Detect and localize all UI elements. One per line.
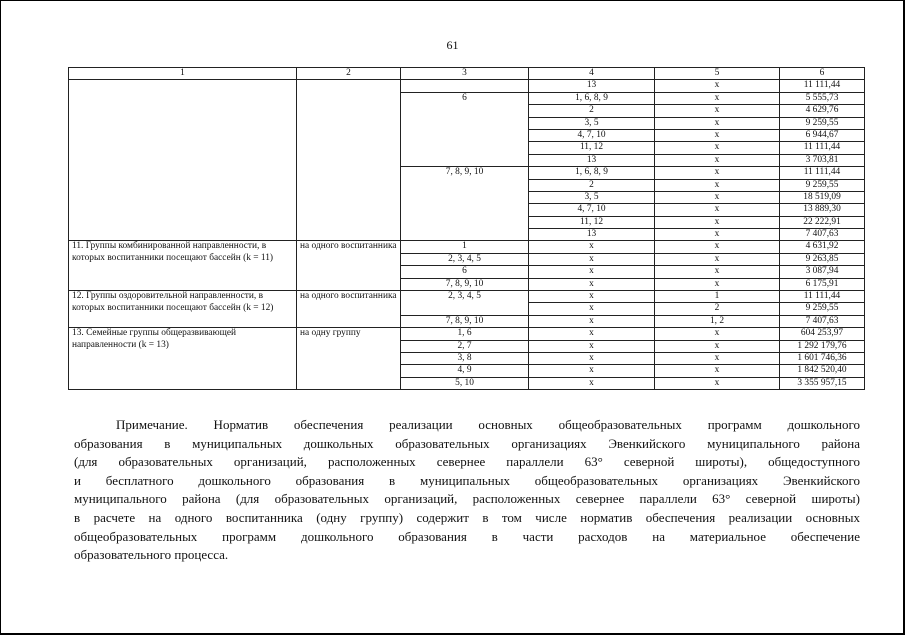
unit-cell: на одну группу bbox=[297, 328, 401, 390]
cell-value: 3, 5 bbox=[529, 191, 655, 203]
norm-value: 11 111,44 bbox=[780, 142, 865, 154]
cell-value: х bbox=[529, 291, 655, 303]
age-group-cell: 7, 8, 9, 10 bbox=[401, 278, 529, 290]
table-row bbox=[69, 241, 865, 253]
table-row bbox=[69, 80, 865, 92]
cell-value: х bbox=[655, 328, 780, 340]
norm-value: 3 087,94 bbox=[780, 266, 865, 278]
cell-value: х bbox=[655, 377, 780, 389]
age-group-cell: 3, 8 bbox=[401, 352, 529, 364]
cell-value: х bbox=[529, 303, 655, 315]
cell-value: 2 bbox=[655, 303, 780, 315]
column-header: 5 bbox=[655, 68, 780, 80]
norm-value: 1 842 520,40 bbox=[780, 365, 865, 377]
group-name-cell: 11. Группы комбинированной направленности, в которых воспитанники посещают бассейн (k = 11) bbox=[69, 241, 297, 291]
age-group-cell: 2, 3, 4, 5 bbox=[401, 253, 529, 265]
note-line: муниципального района (для образовательных организаций, расположенных севернее параллели 63° северной широты) bbox=[74, 491, 860, 507]
norm-value: 22 222,91 bbox=[780, 216, 865, 228]
norm-value: 1 601 746,36 bbox=[780, 352, 865, 364]
cell-value: х bbox=[529, 253, 655, 265]
norm-value: 7 407,63 bbox=[780, 229, 865, 241]
cell-value: 11, 12 bbox=[529, 142, 655, 154]
column-header: 6 bbox=[780, 68, 865, 80]
age-group-cell: 4, 9 bbox=[401, 365, 529, 377]
cell-value: х bbox=[529, 377, 655, 389]
column-header: 1 bbox=[69, 68, 297, 80]
cell-value: х bbox=[529, 340, 655, 352]
age-group-cell: 2, 3, 4, 5 bbox=[401, 291, 529, 316]
cell-value: х bbox=[529, 328, 655, 340]
scan-border-left bbox=[0, 0, 1, 635]
note-line: образования в муниципальных дошкольных образовательных организациях Эвенкийского муниципального района bbox=[74, 435, 860, 451]
norm-value: 18 519,09 bbox=[780, 191, 865, 203]
age-group-cell: 6 bbox=[401, 266, 529, 278]
cell-value: х bbox=[529, 241, 655, 253]
norm-value: 9 259,55 bbox=[780, 179, 865, 191]
cell-value: 13 bbox=[529, 229, 655, 241]
norm-value: 9 263,85 bbox=[780, 253, 865, 265]
cell-value: х bbox=[655, 105, 780, 117]
cell-value: 1 bbox=[655, 291, 780, 303]
column-header: 2 bbox=[297, 68, 401, 80]
cell-value: х bbox=[655, 191, 780, 203]
table-row bbox=[69, 68, 865, 80]
note-paragraph bbox=[74, 416, 860, 565]
cell-value: х bbox=[655, 167, 780, 179]
age-group-cell bbox=[401, 80, 529, 92]
note-line: (для образовательных организаций, расположенных севернее параллели 63° северной широты), общедоступного bbox=[74, 454, 860, 470]
age-group-cell: 5, 10 bbox=[401, 377, 529, 389]
group-name-cell bbox=[69, 80, 297, 241]
norm-value: 6 175,91 bbox=[780, 278, 865, 290]
cell-value: х bbox=[655, 241, 780, 253]
note-line: в расчете на одного воспитанника (одну группу) содержит в том числе норматив обеспечения реализации основных bbox=[74, 509, 860, 525]
norm-value: 6 944,67 bbox=[780, 129, 865, 141]
norm-value: 4 631,92 bbox=[780, 241, 865, 253]
cell-value: 4, 7, 10 bbox=[529, 204, 655, 216]
cell-value: х bbox=[655, 129, 780, 141]
cell-value: х bbox=[655, 117, 780, 129]
group-name-cell: 13. Семейные группы общеразвивающей направленности (k = 13) bbox=[69, 328, 297, 390]
table-row bbox=[69, 291, 865, 303]
cell-value: 11, 12 bbox=[529, 216, 655, 228]
age-group-cell: 6 bbox=[401, 92, 529, 166]
cell-value: 2 bbox=[529, 179, 655, 191]
norm-value: 11 111,44 bbox=[780, 80, 865, 92]
cell-value: 1, 2 bbox=[655, 315, 780, 327]
norm-value: 5 555,73 bbox=[780, 92, 865, 104]
cell-value: 1, 6, 8, 9 bbox=[529, 167, 655, 179]
note-line: общеобразовательных программ дошкольного образования в части расходов на материальное обеспечение bbox=[74, 528, 860, 544]
cell-value: х bbox=[655, 266, 780, 278]
norm-value: 11 111,44 bbox=[780, 291, 865, 303]
norm-value: 604 253,97 bbox=[780, 328, 865, 340]
cell-value: х bbox=[529, 315, 655, 327]
column-header: 3 bbox=[401, 68, 529, 80]
cell-value: х bbox=[529, 278, 655, 290]
age-group-cell: 1, 6 bbox=[401, 328, 529, 340]
norm-value: 3 355 957,15 bbox=[780, 377, 865, 389]
cell-value: 2 bbox=[529, 105, 655, 117]
norm-value: 13 889,30 bbox=[780, 204, 865, 216]
cell-value: 13 bbox=[529, 80, 655, 92]
norm-value: 3 703,81 bbox=[780, 154, 865, 166]
norm-value: 1 292 179,76 bbox=[780, 340, 865, 352]
norms-table bbox=[68, 67, 865, 390]
unit-cell: на одного воспитанника bbox=[297, 291, 401, 328]
cell-value: 4, 7, 10 bbox=[529, 129, 655, 141]
cell-value: х bbox=[655, 278, 780, 290]
norm-value: 9 259,55 bbox=[780, 117, 865, 129]
cell-value: х bbox=[655, 154, 780, 166]
note-line: Примечание. Норматив обеспечения реализации основных общеобразовательных программ дошкольного bbox=[116, 417, 860, 432]
cell-value: х bbox=[655, 179, 780, 191]
cell-value: х bbox=[655, 365, 780, 377]
note-line: и бесплатного дошкольного образования в муниципальных общеобразовательных организациях Эвенкийского bbox=[74, 472, 860, 488]
cell-value: 3, 5 bbox=[529, 117, 655, 129]
unit-cell: на одного воспитанника bbox=[297, 241, 401, 291]
cell-value: х bbox=[529, 352, 655, 364]
cell-value: 1, 6, 8, 9 bbox=[529, 92, 655, 104]
cell-value: х bbox=[655, 253, 780, 265]
cell-value: 13 bbox=[529, 154, 655, 166]
group-name-cell: 12. Группы оздоровительной направленности, в которых воспитанники посещают бассейн (k = 12) bbox=[69, 291, 297, 328]
cell-value: х bbox=[655, 80, 780, 92]
norm-value: 11 111,44 bbox=[780, 167, 865, 179]
cell-value: х bbox=[655, 340, 780, 352]
scan-border-top bbox=[0, 0, 905, 1]
age-group-cell: 1 bbox=[401, 241, 529, 253]
cell-value: х bbox=[655, 229, 780, 241]
norm-value: 4 629,76 bbox=[780, 105, 865, 117]
age-group-cell: 7, 8, 9, 10 bbox=[401, 167, 529, 241]
cell-value: х bbox=[655, 142, 780, 154]
column-header: 4 bbox=[529, 68, 655, 80]
norms-table-body bbox=[69, 68, 865, 390]
norm-value: 9 259,55 bbox=[780, 303, 865, 315]
cell-value: х bbox=[529, 266, 655, 278]
cell-value: х bbox=[655, 204, 780, 216]
page-number: 61 bbox=[446, 38, 459, 52]
age-group-cell: 2, 7 bbox=[401, 340, 529, 352]
unit-cell bbox=[297, 80, 401, 241]
cell-value: х bbox=[529, 365, 655, 377]
note-line: образовательного процесса. bbox=[74, 547, 229, 563]
table-row bbox=[69, 328, 865, 340]
cell-value: х bbox=[655, 92, 780, 104]
age-group-cell: 7, 8, 9, 10 bbox=[401, 315, 529, 327]
cell-value: х bbox=[655, 216, 780, 228]
norm-value: 7 407,63 bbox=[780, 315, 865, 327]
cell-value: х bbox=[655, 352, 780, 364]
